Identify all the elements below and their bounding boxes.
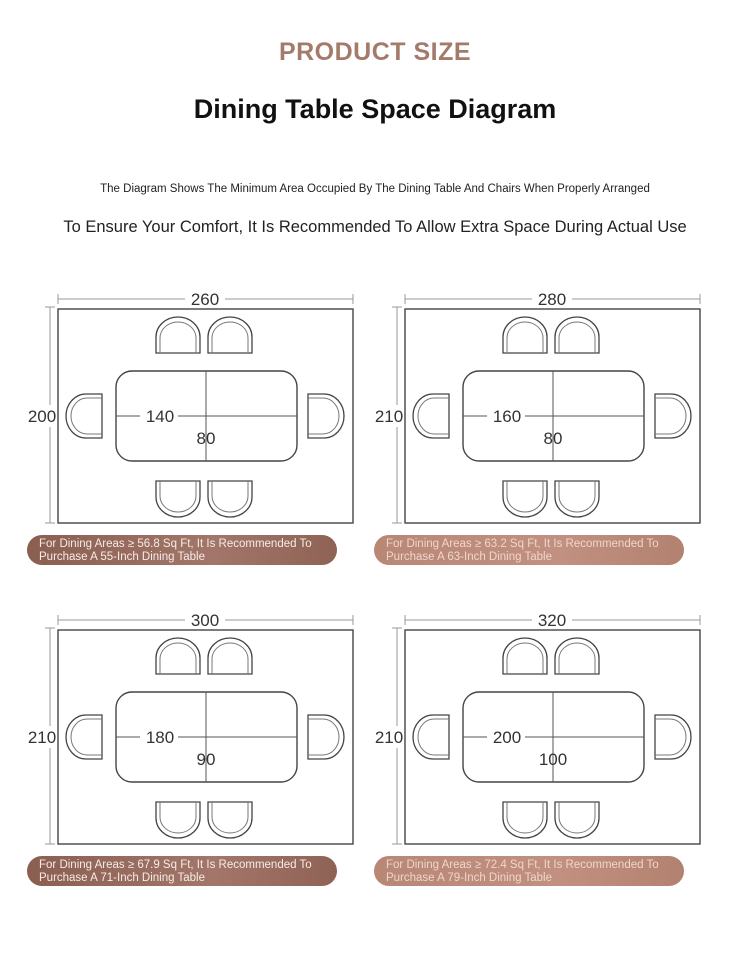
chair-top-right — [555, 638, 599, 674]
chair-right — [308, 394, 344, 438]
layout-panel-3 — [20, 606, 340, 906]
chair-left — [413, 394, 449, 438]
recommendation-caption: For Dining Areas ≥ 72.4 Sq Ft, It Is Recommended To Purchase A 79-Inch Dining Table — [374, 856, 684, 886]
chair-top-right — [208, 317, 252, 353]
chair-right — [308, 715, 344, 759]
chair-top-right — [208, 638, 252, 674]
room-depth-label: 200 — [27, 407, 57, 426]
table-length-label: 180 — [145, 728, 175, 747]
chair-bottom-right — [208, 802, 252, 838]
chair-bottom-left — [503, 802, 547, 838]
chair-right — [655, 394, 691, 438]
room-width-label: 300 — [190, 611, 220, 630]
chair-bottom-left — [156, 802, 200, 838]
page-title: Dining Table Space Diagram — [193, 94, 557, 124]
recommendation-caption: For Dining Areas ≥ 67.9 Sq Ft, It Is Recommended To Purchase A 71-Inch Dining Table — [27, 856, 337, 886]
room-width-label: 260 — [190, 290, 220, 309]
space-recommendation-note: To Ensure Your Comfort, It Is Recommended To Allow Extra Space During Actual Use — [63, 218, 687, 236]
room-depth-label: 210 — [27, 728, 57, 747]
chair-left — [66, 715, 102, 759]
room-depth-label: 210 — [374, 407, 404, 426]
table-width-label: 80 — [196, 429, 216, 448]
table-width-label: 90 — [196, 750, 216, 769]
chair-top-left — [503, 317, 547, 353]
chair-bottom-right — [555, 802, 599, 838]
chair-top-left — [156, 317, 200, 353]
table-length-label: 160 — [492, 407, 522, 426]
room-width-label: 320 — [537, 611, 567, 630]
table-width-label: 100 — [538, 750, 568, 769]
chair-bottom-right — [555, 481, 599, 517]
table-length-label: 140 — [145, 407, 175, 426]
diagram-subtitle: The Diagram Shows The Minimum Area Occupied By The Dining Table And Chairs When Properly Arranged — [100, 183, 650, 195]
chair-bottom-right — [208, 481, 252, 517]
chair-bottom-left — [156, 481, 200, 517]
room-width-label: 280 — [537, 290, 567, 309]
chair-left — [66, 394, 102, 438]
room-depth-label: 210 — [374, 728, 404, 747]
recommendation-caption: For Dining Areas ≥ 56.8 Sq Ft, It Is Recommended To Purchase A 55-Inch Dining Table — [27, 535, 337, 565]
chair-top-right — [555, 317, 599, 353]
layout-panel-4 — [367, 606, 687, 906]
table-length-label: 200 — [492, 728, 522, 747]
layout-panel-1 — [20, 285, 340, 585]
table-width-label: 80 — [543, 429, 563, 448]
layout-panel-2 — [367, 285, 687, 585]
chair-right — [655, 715, 691, 759]
chair-top-left — [156, 638, 200, 674]
recommendation-caption: For Dining Areas ≥ 63.2 Sq Ft, It Is Recommended To Purchase A 63-Inch Dining Table — [374, 535, 684, 565]
chair-left — [413, 715, 449, 759]
section-tag: PRODUCT SIZE — [278, 38, 472, 66]
chair-bottom-left — [503, 481, 547, 517]
chair-top-left — [503, 638, 547, 674]
